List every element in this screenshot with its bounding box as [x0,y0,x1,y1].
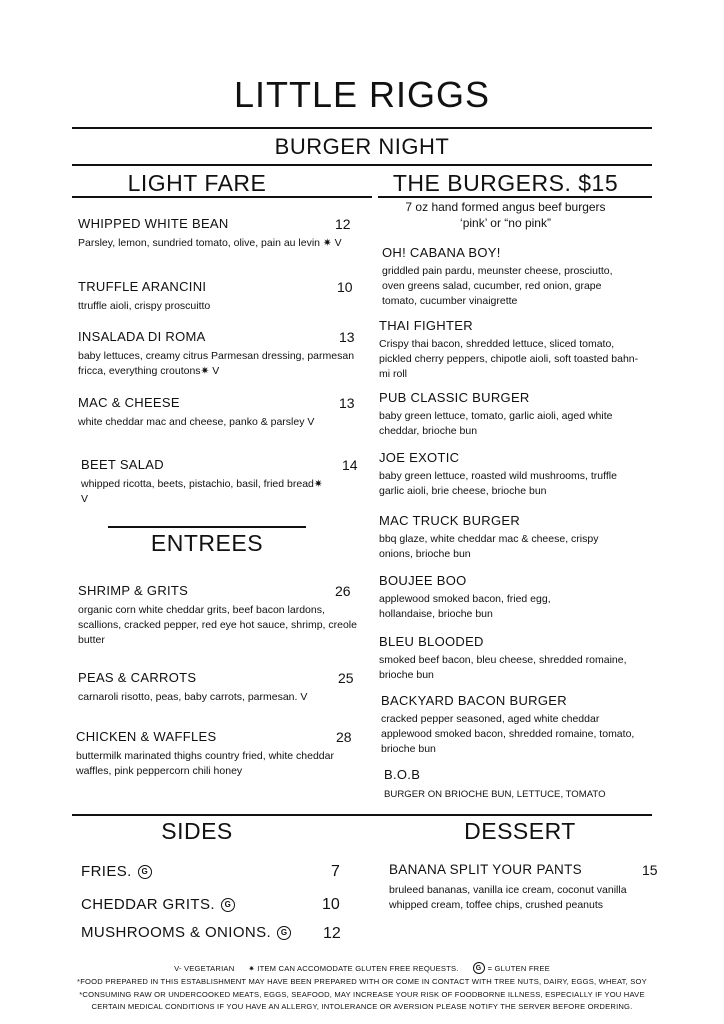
burgers-intro-line: 7 oz hand formed angus beef burgers [405,200,606,214]
item-name: BACKYARD BACON BURGER [381,693,567,708]
consumption-warning-continued: CERTAIN MEDICAL CONDITIONS IF YOU HAVE AN ALLERGY, INTOLERANCE OR AVERSION PLEASE NOTIFY THE SERVER BEFORE ORDERING. [91,1002,633,1011]
item-name: WHIPPED WHITE BEAN [78,216,229,231]
menu-item [78,279,358,314]
burger-item [379,634,634,683]
item-name: PUB CLASSIC BURGER [379,390,530,405]
item-description: buttermilk marinated thighs country fried, white cheddar waffles, pink peppercorn chili honey [76,750,334,777]
item-description: BURGER ON BRIOCHE BUN, LETTUCE, TOMATO [384,789,606,800]
item-name: INSALADA DI ROMA [78,329,206,344]
menu-item [78,395,358,430]
burger-item [379,318,639,382]
item-description: bruleed bananas, vanilla ice cream, coconut vanilla whipped cream, toffee chips, crushed peanuts [389,884,627,911]
item-price: 12 [335,216,351,232]
item-name: JOE EXOTIC [379,450,460,465]
item-description: white cheddar mac and cheese, panko & parsley V [78,416,315,428]
burger-item [381,693,641,757]
entrees-heading: ENTREES [150,530,264,556]
legend-gluten-free [473,962,550,974]
item-price: 26 [335,583,351,599]
gluten-free-icon: G [277,926,291,940]
menu-item [81,457,366,507]
item-description: Parsley, lemon, sundried tomato, olive, pain au levin ✷ V [78,237,342,249]
burger-item [382,245,637,309]
item-description: griddled pain pardu, meunster cheese, prosciutto, oven greens salad, cucumber, red onion, grape tomato, cucumber vinaigrette [382,265,613,307]
item-price: 25 [338,670,354,686]
item-name: BLEU BLOODED [379,634,484,649]
burgers-heading: THE BURGERS. $15 [392,170,619,196]
side-item [81,863,152,880]
divider [72,127,652,129]
gluten-free-icon: G [138,865,152,879]
divider [72,164,652,166]
menu-subtitle: BURGER NIGHT [274,134,450,159]
item-price: 14 [342,457,358,473]
side-item [81,924,291,941]
item-name: MAC TRUCK BURGER [379,513,521,528]
item-description: Crispy thai bacon, shredded lettuce, sliced tomato, pickled cherry peppers, chipotle aioli, soft toasted bahn-mi roll [379,338,639,380]
item-name: MUSHROOMS & ONIONS. [81,924,272,941]
menu-item [78,670,358,705]
legend-gluten-free-requests: ✷ ITEM CAN ACCOMODATE GLUTEN FREE REQUESTS. [248,963,459,973]
item-description: applewood smoked bacon, fried egg, hollandaise, brioche bun [379,593,551,620]
gluten-free-icon: G [473,962,485,974]
item-name: SHRIMP & GRITS [78,583,189,598]
burgers-intro-line: ‘pink’ or “no pink” [460,216,551,230]
dessert-heading: DESSERT [464,818,576,844]
item-name: BEET SALAD [81,457,164,472]
item-price: 7 [331,863,340,880]
legend [0,962,724,974]
item-description: bbq glaze, white cheddar mac & cheese, crispy onions, brioche bun [379,533,599,560]
item-price: 28 [336,729,352,745]
item-name: MAC & CHEESE [78,395,180,410]
divider [108,526,306,528]
item-name: PEAS & CARROTS [78,670,197,685]
burger-item [379,390,634,439]
legend-vegetarian: V- VEGETARIAN [174,963,235,973]
item-name: OH! CABANA BOY! [382,245,501,260]
item-name: THAI FIGHTER [379,318,473,333]
item-description: organic corn white cheddar grits, beef bacon lardons, scallions, cracked pepper, red eye hot sauce, shrimp, creole butter [78,604,357,646]
divider [72,196,372,198]
item-name: CHEDDAR GRITS. [81,896,215,913]
restaurant-title: LITTLE RIGGS [233,74,491,115]
item-description: baby green lettuce, tomato, garlic aioli, aged white cheddar, brioche bun [379,410,613,437]
allergen-notice: *FOOD PREPARED IN THIS ESTABLISHMENT MAY HAVE BEEN PREPARED WITH OR COME IN CONTACT WITH TREE NUTS, DAIRY, EGGS, WHEAT, SOY [77,977,647,986]
item-description: carnaroli risotto, peas, baby carrots, parmesan. V [78,691,308,703]
item-price: 13 [339,395,355,411]
item-description: cracked pepper seasoned, aged white cheddar applewood smoked bacon, shredded romaine, tomato, brioche bun [381,713,635,755]
legend-gluten-free-label: = GLUTEN FREE [487,963,550,973]
burger-item [379,450,634,499]
burger-item [384,767,654,802]
gluten-free-icon: G [221,898,235,912]
item-price: 15 [642,862,658,878]
item-name: TRUFFLE ARANCINI [78,279,207,294]
divider [378,196,652,198]
menu-item [78,216,358,251]
burger-item [379,573,609,622]
item-name: CHICKEN & WAFFLES [76,729,217,744]
item-description: whipped ricotta, beets, pistachio, basil, fried bread✷ V [81,478,323,505]
light-fare-heading: LIGHT FARE [127,170,267,196]
item-price: 13 [339,329,355,345]
menu-item [76,729,358,779]
item-description: baby lettuces, creamy citrus Parmesan dressing, parmesan fricca, everything croutons✷ V [78,350,355,377]
item-description: smoked beef bacon, bleu cheese, shredded romaine, brioche bun [379,654,627,681]
item-description: ttruffle aioli, crispy proscuitto [78,300,211,312]
item-price: 10 [337,279,353,295]
item-price: 10 [322,896,340,913]
item-description: baby green lettuce, roasted wild mushrooms, truffle garlic aioli, brie cheese, brioche bun [379,470,617,497]
item-name: BOUJEE BOO [379,573,467,588]
dessert-item [389,862,659,913]
item-price: 12 [323,925,341,942]
divider [72,814,652,816]
item-name: BANANA SPLIT YOUR PANTS [389,862,582,877]
menu-item [78,583,358,648]
item-name: B.O.B [384,767,421,782]
burger-item [379,513,634,562]
item-name: FRIES. [81,863,132,880]
side-item [81,896,235,913]
menu-item [78,329,358,379]
consumption-warning: *CONSUMING RAW OR UNDERCOOKED MEATS, EGGS, SEAFOOD, MAY INCREASE YOUR RISK OF FOODBORNE ILLNESS, ESPECIALLY IF YOU HAVE [79,990,645,999]
sides-heading: SIDES [161,818,233,844]
burgers-intro [378,199,633,231]
